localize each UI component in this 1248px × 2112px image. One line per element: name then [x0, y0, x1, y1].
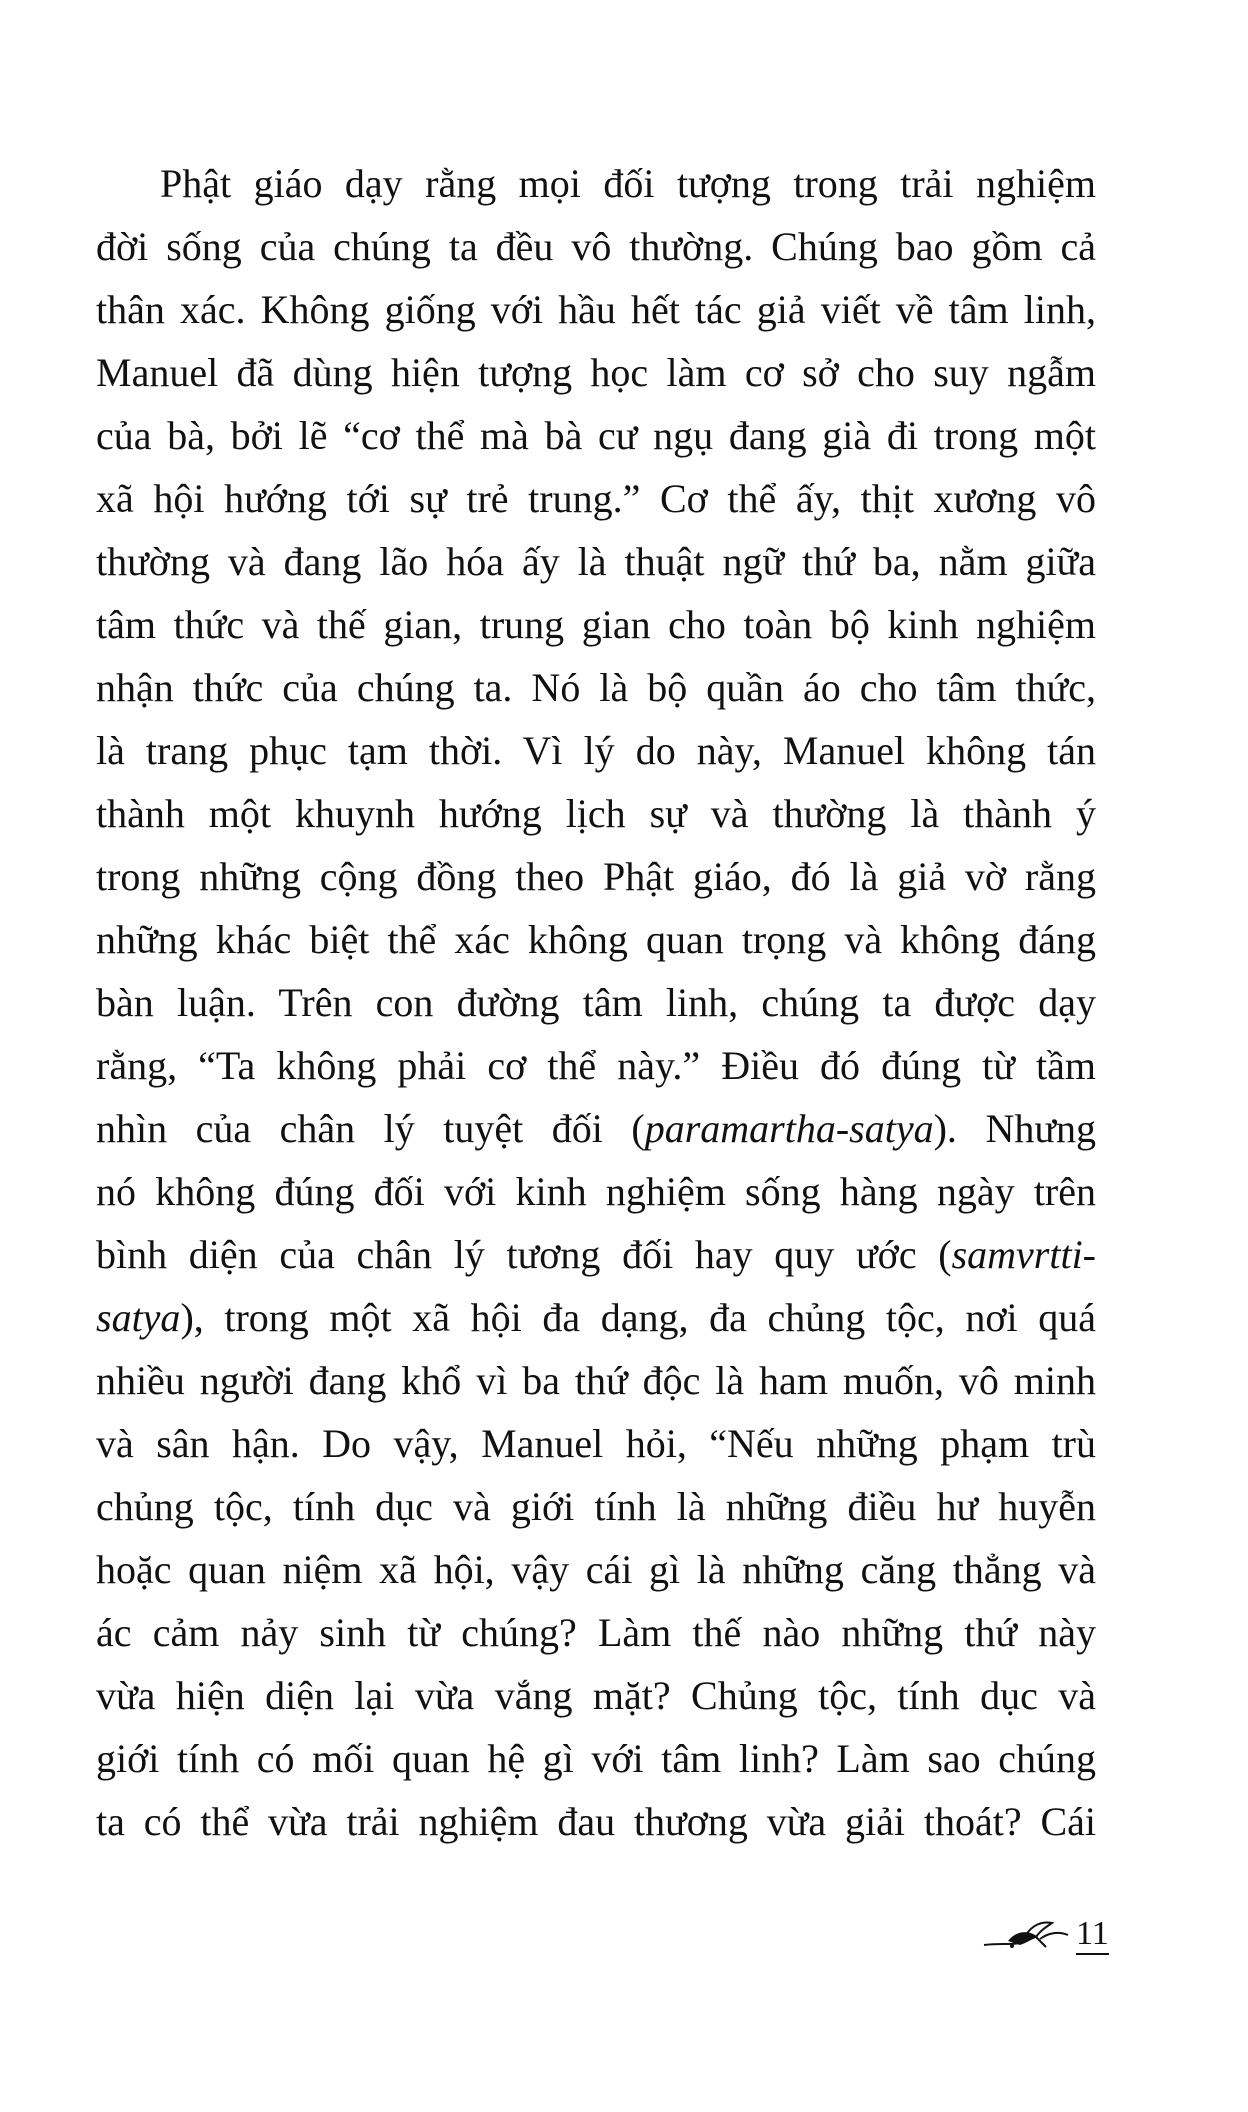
text-line: những khác biệt thể xác không quan trọng và không đáng [96, 917, 1096, 962]
text-line: hoặc quan niệm xã hội, vậy cái gì là những căng thẳng và [96, 1547, 1096, 1592]
text-line: thân xác. Không giống với hầu hết tác giả viết về tâm linh, [96, 287, 1096, 332]
text-line: chủng tộc, tính dục và giới tính là những điều hư huyễn [96, 1484, 1096, 1529]
text-line: Phật giáo dạy rằng mọi đối tượng trong trải nghiệm [160, 161, 1096, 206]
text-line: trong những cộng đồng theo Phật giáo, đó là giả vờ rằng [96, 854, 1096, 899]
page-number: 11 [1076, 1915, 1109, 1955]
text-line: giới tính có mối quan hệ gì với tâm linh? Làm sao chúng [96, 1736, 1096, 1781]
text-line: bình diện của chân lý tương đối hay quy ước (samvrtti- [96, 1232, 1096, 1277]
text-line: là trang phục tạm thời. Vì lý do này, Manuel không tán [96, 728, 1096, 773]
text-line: nhiều người đang khổ vì ba thứ độc là ham muốn, vô minh [96, 1358, 1096, 1403]
text-line: thường và đang lão hóa ấy là thuật ngữ thứ ba, nằm giữa [96, 539, 1096, 584]
text-line: Manuel đã dùng hiện tượng học làm cơ sở cho suy ngẫm [96, 350, 1096, 395]
text-line: rằng, “Ta không phải cơ thể này.” Điều đó đúng từ tầm [96, 1043, 1096, 1088]
text-line: của bà, bởi lẽ “cơ thể mà bà cư ngụ đang già đi trong một [96, 413, 1096, 458]
text-line: xã hội hướng tới sự trẻ trung.” Cơ thể ấy, thịt xương vô [96, 476, 1096, 521]
text-line: ác cảm nảy sinh từ chúng? Làm thế nào những thứ này [96, 1610, 1096, 1655]
text-line: ta có thể vừa trải nghiệm đau thương vừa giải thoát? Cái [96, 1799, 1096, 1844]
page-footer [980, 1915, 1120, 1955]
text-line: bàn luận. Trên con đường tâm linh, chúng ta được dạy [96, 980, 1096, 1025]
text-line: tâm thức và thế gian, trung gian cho toàn bộ kinh nghiệm [96, 602, 1096, 647]
text-line: nhận thức của chúng ta. Nó là bộ quần áo cho tâm thức, [96, 665, 1096, 710]
body-paragraph [96, 152, 1096, 1853]
text-line: nhìn của chân lý tuyệt đối (paramartha-satya). Nhưng [96, 1106, 1097, 1151]
text-line: thành một khuynh hướng lịch sự và thường là thành ý [96, 791, 1096, 836]
text-line: và sân hận. Do vậy, Manuel hỏi, “Nếu những phạm trù [96, 1421, 1096, 1466]
text-line: satya), trong một xã hội đa dạng, đa chủng tộc, nơi quá [96, 1295, 1096, 1340]
bird-ornament-icon [980, 1919, 1076, 1953]
text-line: vừa hiện diện lại vừa vắng mặt? Chủng tộc, tính dục và [96, 1673, 1096, 1718]
text-line: đời sống của chúng ta đều vô thường. Chúng bao gồm cả [96, 224, 1096, 269]
text-line: nó không đúng đối với kinh nghiệm sống hàng ngày trên [96, 1169, 1096, 1214]
